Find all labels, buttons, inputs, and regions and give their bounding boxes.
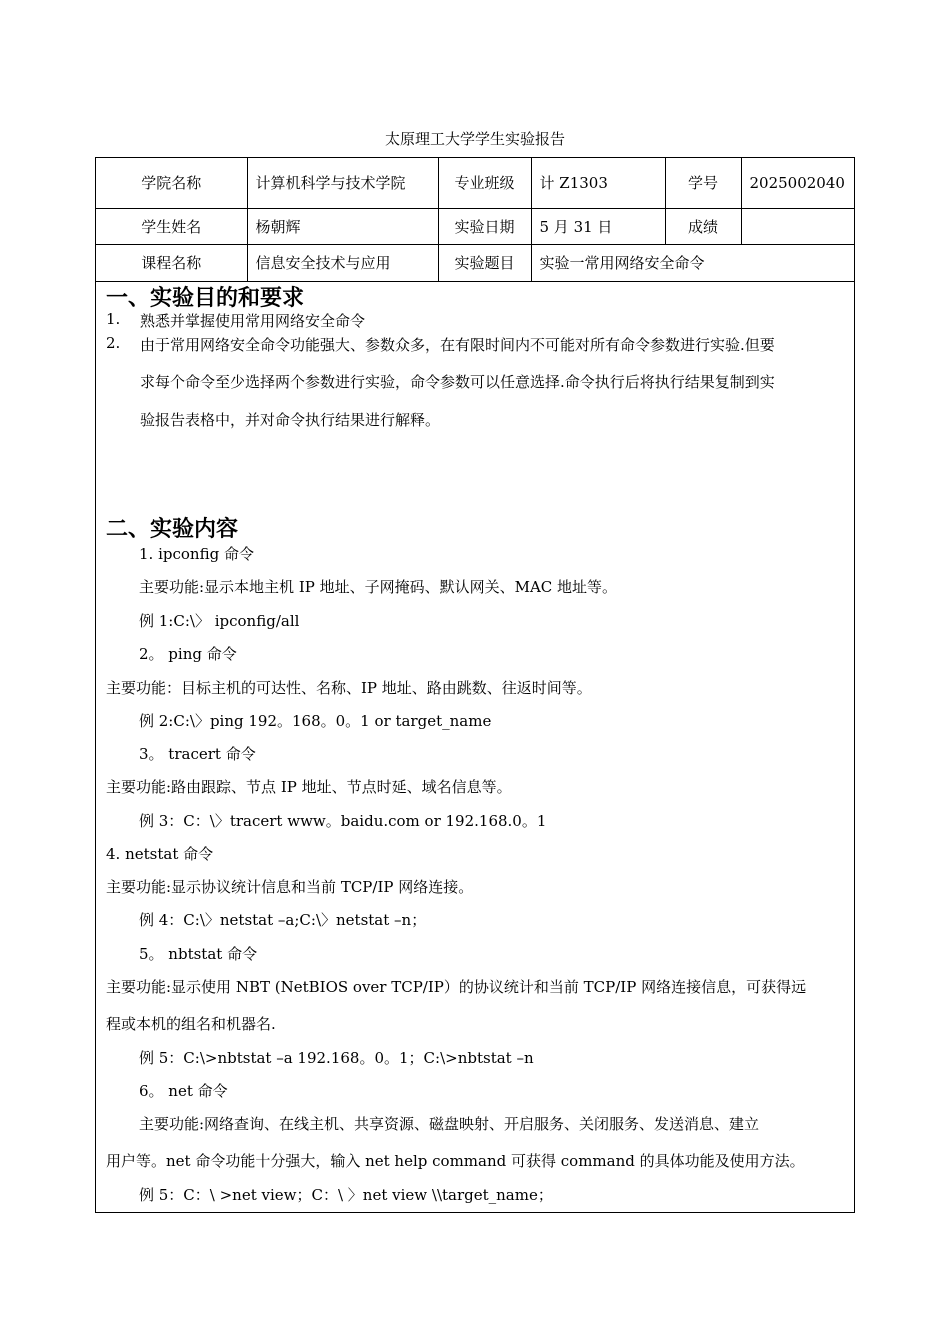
info-table [96,158,854,282]
value-date: 5 月 31 日 [531,208,665,244]
label-class: 专业班级 [438,158,531,208]
item2-line-2: 求每个命令至少选择两个参数进行实验，命令参数可以任意选择.命令执行后将执行结果复制到实 [140,373,775,391]
item2-line-1: 由于常用网络安全命令功能强大、参数众多，在有限时间内不可能对所有命令参数进行实验.但要 [140,336,775,354]
item2-number: 2. [106,334,121,352]
info-row-2 [96,208,854,244]
label-course: 课程名称 [96,244,247,281]
value-student-id: 2025002040 [741,158,854,208]
label-grade: 成绩 [665,208,741,244]
cmd6-function-line-2: 用户等。net 命令功能十分强大，输入 net help command 可获得 command 的具体功能及使用方法。 [106,1152,805,1170]
cmd4-example: 例 4：C:\〉netstat –a;C:\〉netstat –n； [139,911,427,929]
cmd4-function: 主要功能:显示协议统计信息和当前 TCP/IP 网络连接。 [106,878,474,896]
item2-line-3: 验报告表格中，并对命令执行结果进行解释。 [140,411,441,429]
cmd2-function: 主要功能：目标主机的可达性、名称、IP 地址、路由跳数、往返时间等。 [106,679,592,697]
info-row-1 [96,158,854,208]
cmd2-example: 例 2:C:\〉ping 192。168。0。1 or target_name [139,712,492,730]
cmd5-function-line-1: 主要功能:显示使用 NBT (NetBIOS over TCP/IP）的协议统计和当前 TCP/IP 网络连接信息，可获得远 [106,978,807,996]
value-topic: 实验一常用网络安全命令 [531,244,854,281]
label-student-name: 学生姓名 [96,208,247,244]
info-row-3 [96,244,854,281]
value-student-name: 杨朝辉 [247,208,438,244]
cmd6-example: 例 5：C：\ >net view；C：\ 〉net view \\target_name； [139,1186,553,1204]
cmd1-title: 1. ipconfig 命令 [139,545,254,563]
value-grade [741,208,854,244]
cmd3-function: 主要功能:路由跟踪、节点 IP 地址、节点时延、域名信息等。 [106,778,512,796]
item1-number: 1. [106,310,121,328]
label-date: 实验日期 [438,208,531,244]
value-course: 信息安全技术与应用 [247,244,438,281]
cmd3-example: 例 3：C：\〉tracert www。baidu.com or 192.168.0。1 [139,812,547,830]
item1-text: 熟悉并掌握使用常用网络安全命令 [140,312,366,330]
label-topic: 实验题目 [438,244,531,281]
cmd5-title: 5。 nbtstat 命令 [139,945,258,963]
cmd1-example: 例 1:C:\〉 ipconfig/all [139,612,300,630]
report-frame [95,157,855,1213]
report-title: 太原理工大学学生实验报告 [384,130,565,148]
section1-heading: 一、实验目的和要求 [106,286,305,311]
section2-heading: 二、实验内容 [106,517,239,542]
cmd2-title: 2。 ping 命令 [139,645,237,663]
value-class: 计 Z1303 [531,158,665,208]
cmd5-function-line-2: 程或本机的组名和机器名. [106,1015,276,1033]
value-college: 计算机科学与技术学院 [247,158,438,208]
label-student-id: 学号 [665,158,741,208]
cmd5-example: 例 5：C:\>nbtstat –a 192.168。0。1；C:\>nbtstat –n [139,1049,534,1067]
cmd6-title: 6。 net 命令 [139,1082,228,1100]
label-college: 学院名称 [96,158,247,208]
cmd6-function-line-1: 主要功能:网络查询、在线主机、共享资源、磁盘映射、开启服务、关闭服务、发送消息、建立 [139,1115,760,1133]
cmd1-function: 主要功能:显示本地主机 IP 地址、子网掩码、默认网关、MAC 地址等。 [139,578,618,596]
cmd4-title: 4. netstat 命令 [106,845,214,863]
cmd3-title: 3。 tracert 命令 [139,745,256,763]
